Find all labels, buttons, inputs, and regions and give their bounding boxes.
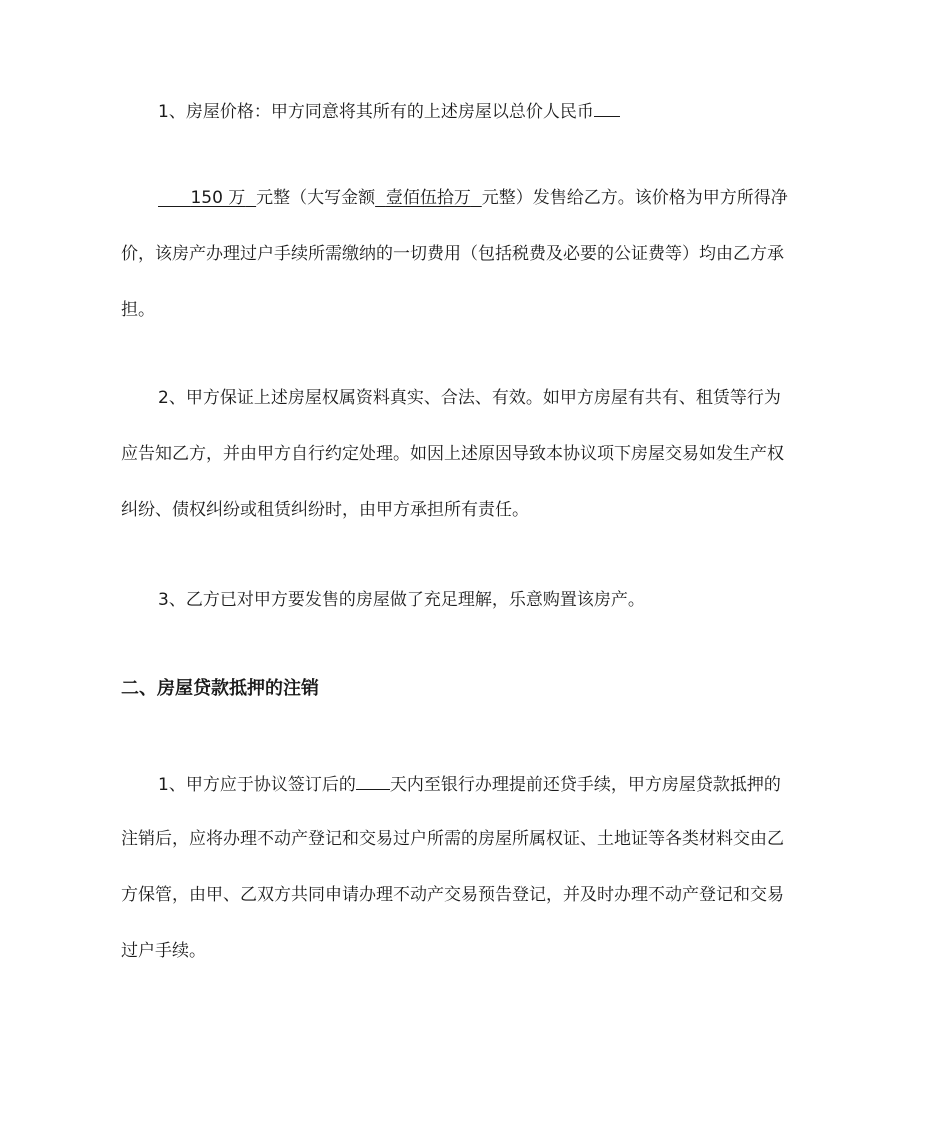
s2-text-a: 1、甲方应于协议签订后的 xyxy=(158,775,356,795)
s2-text-b: 天内至银行办理提前还贷手续，甲方房屋贷款抵押的 xyxy=(389,775,781,795)
price-text-2: 元整）发售给乙方。该价格为甲方所得净 xyxy=(481,188,788,208)
clause-2-line-2: 应告知乙方，并由甲方自行约定处理。如因上述原因导致本协议项下房屋交易如发生产权 xyxy=(121,444,784,464)
days-blank xyxy=(356,771,390,790)
clause-2-line-3: 纠纷、债权纠纷或租赁纠纷时，由甲方承担所有责任。 xyxy=(121,500,529,520)
price-amount-capital: 壹佰伍拾万 xyxy=(385,188,471,208)
clause-1-text: 1、房屋价格：甲方同意将其所有的上述房屋以总价人民币 xyxy=(158,102,594,122)
section-2-clause-1-line-4: 过户手续。 xyxy=(121,941,206,961)
price-blank xyxy=(594,98,620,117)
clause-1-line-2 xyxy=(158,186,788,210)
section-2-heading: 二、房屋贷款抵押的注销 xyxy=(121,678,319,699)
price-text-1: 元整（大写金额 xyxy=(256,188,376,208)
section-2-clause-1-line-1 xyxy=(158,771,781,797)
section-2-clause-1-line-3: 方保管，由甲、乙双方共同申请办理不动产交易预告登记，并及时办理不动产登记和交易 xyxy=(121,885,784,905)
clause-3-line-1: 3、乙方已对甲方要发售的房屋做了充足理解，乐意购置该房产。 xyxy=(158,590,645,610)
clause-1-line-4: 担。 xyxy=(121,300,155,320)
clause-2-line-1: 2、甲方保证上述房屋权属资料真实、合法、有效。如甲方房屋有共有、租赁等行为 xyxy=(158,388,781,408)
clause-1-line-3: 价，该房产办理过户手续所需缴纳的一切费用（包括税费及必要的公证费等）均由乙方承 xyxy=(121,244,784,264)
price-amount: 150 万 xyxy=(190,188,246,208)
clause-1-line-1 xyxy=(158,98,620,124)
section-2-clause-1-line-2: 注销后，应将办理不动产登记和交易过户所需的房屋所属权证、土地证等各类材料交由乙 xyxy=(121,829,784,849)
